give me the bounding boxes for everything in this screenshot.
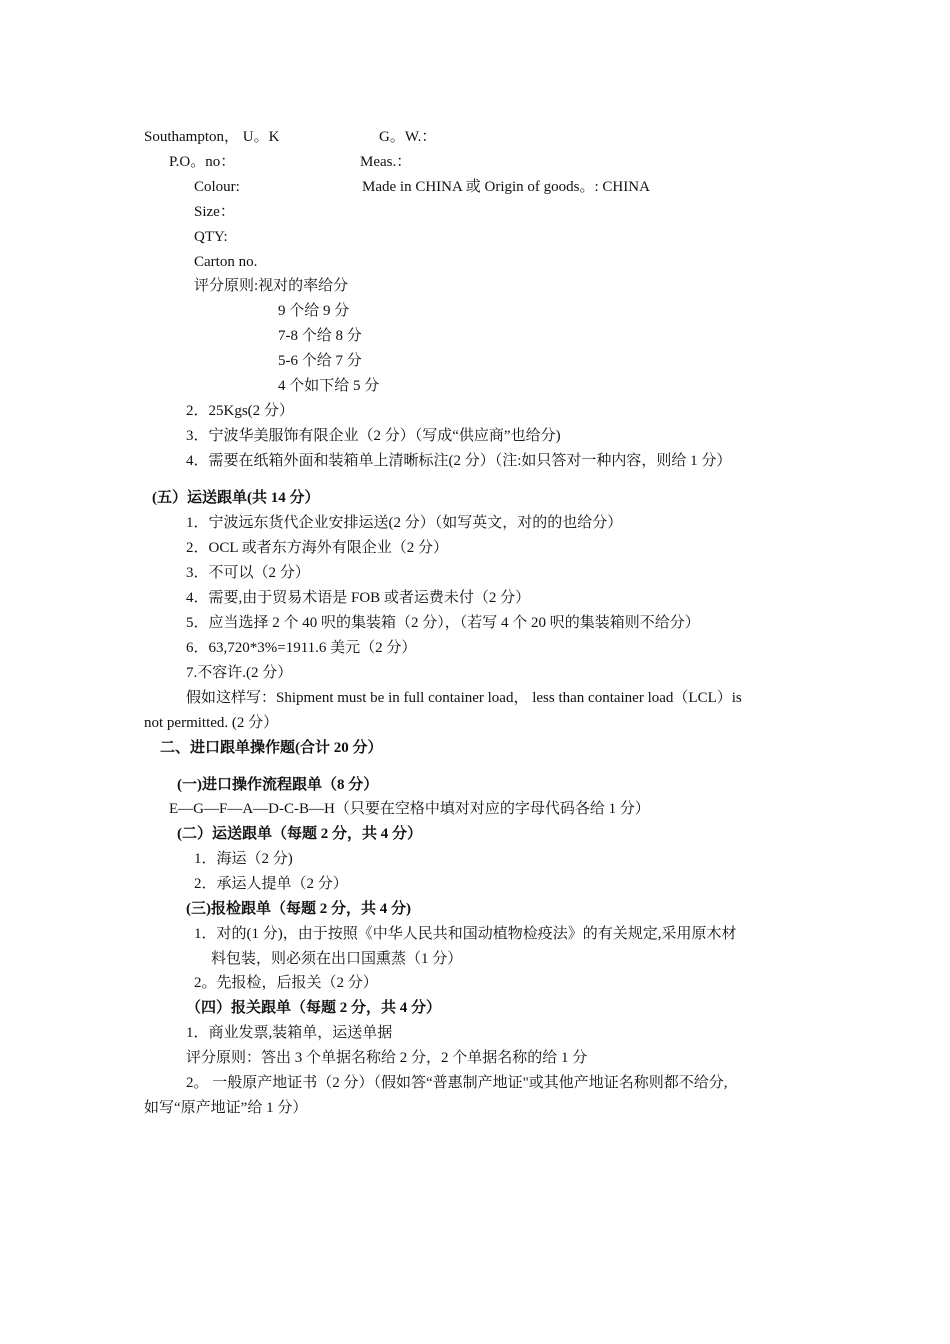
answer-item: 3．不可以（2 分） (186, 565, 310, 581)
scoring-rule: 评分原则：答出 3 个单据名称给 2 分，2 个单据名称的给 1 分 (186, 1050, 588, 1066)
shipping-mark-port: Southampton， U。K (144, 129, 280, 145)
shipping-mark-origin: Made in CHINA 或 Origin of goods。: CHINA (362, 179, 650, 195)
answer-item: 2．25Kgs(2 分） (186, 403, 294, 419)
answer-item: E—G—F—A—D-C-B—H（只要在空格中填对对应的字母代码各给 1 分） (169, 801, 650, 817)
part-heading: 二、进口跟单操作题(合计 20 分） (160, 740, 383, 756)
answer-item: 7.不容许.(2 分） (186, 665, 293, 681)
answer-item: 4．需要,由于贸易术语是 FOB 或者运费未付（2 分） (186, 590, 531, 606)
scoring-rule-line: 5-6 个给 7 分 (278, 353, 362, 369)
shipping-mark-po-no: P.O。no： (169, 154, 236, 170)
section-heading: (一)进口操作流程跟单（8 分） (177, 777, 379, 793)
answer-item: 2。 一般原产地证书（2 分）（假如答“普惠制产地证"或其他产地证名称则都不给分, (186, 1075, 728, 1091)
answer-item-continued: 如写“原产地证”给 1 分） (144, 1100, 308, 1116)
shipping-mark-size: Size： (194, 204, 235, 220)
answer-item: 2。先报检，后报关（2 分） (194, 975, 378, 991)
section-heading: （四）报关跟单（每题 2 分，共 4 分） (186, 1000, 442, 1016)
answer-item: 1．对的(1 分)，由于按照《中华人民共和国动植物检疫法》的有关规定,采用原木材 (194, 926, 737, 942)
answer-item: 4．需要在纸箱外面和装箱单上清晰标注(2 分）（注:如只答对一种内容，则给 1 分） (186, 453, 732, 469)
answer-item: 1．海运（2 分) (194, 851, 293, 867)
shipping-mark-measurement: Meas.： (360, 154, 412, 170)
section-heading: (五）运送跟单(共 14 分） (152, 490, 320, 506)
answer-item: 6．63,720*3%=1911.6 美元（2 分） (186, 640, 417, 656)
answer-item: 1．商业发票,装箱单，运送单据 (186, 1025, 393, 1041)
answer-item: 3．宁波华美服饰有限企业（2 分）（写成“供应商”也给分) (186, 428, 561, 444)
answer-note: 假如这样写：Shipment must be in full container load， less than container load（LCL）is (186, 690, 742, 706)
answer-item: 2．OCL 或者东方海外有限企业（2 分） (186, 540, 448, 556)
scoring-rule-line: 4 个如下给 5 分 (278, 378, 380, 394)
answer-item-continued: 料包装，则必须在出口国熏蒸（1 分） (211, 951, 463, 967)
scoring-rule-line: 9 个给 9 分 (278, 303, 350, 319)
section-heading: (三)报检跟单（每题 2 分，共 4 分) (186, 901, 411, 917)
answer-item: 1．宁波远东货代企业安排运送(2 分）（如写英文，对的的也给分） (186, 515, 623, 531)
scoring-rule-title: 评分原则:视对的率给分 (194, 278, 349, 294)
scoring-rule-line: 7-8 个给 8 分 (278, 328, 362, 344)
answer-note-continued: not permitted. (2 分） (144, 715, 279, 731)
section-heading: (二）运送跟单（每题 2 分，共 4 分） (177, 826, 422, 842)
shipping-mark-qty: QTY: (194, 229, 228, 245)
shipping-mark-gross-weight: G。W.： (379, 129, 437, 145)
answer-item: 2．承运人提单（2 分） (194, 876, 348, 892)
shipping-mark-colour: Colour: (194, 179, 240, 195)
answer-item: 5．应当选择 2 个 40 呎的集装箱（2 分），（若写 4 个 20 呎的集装箱则不给分） (186, 615, 700, 631)
shipping-mark-carton-no: Carton no. (194, 254, 258, 270)
